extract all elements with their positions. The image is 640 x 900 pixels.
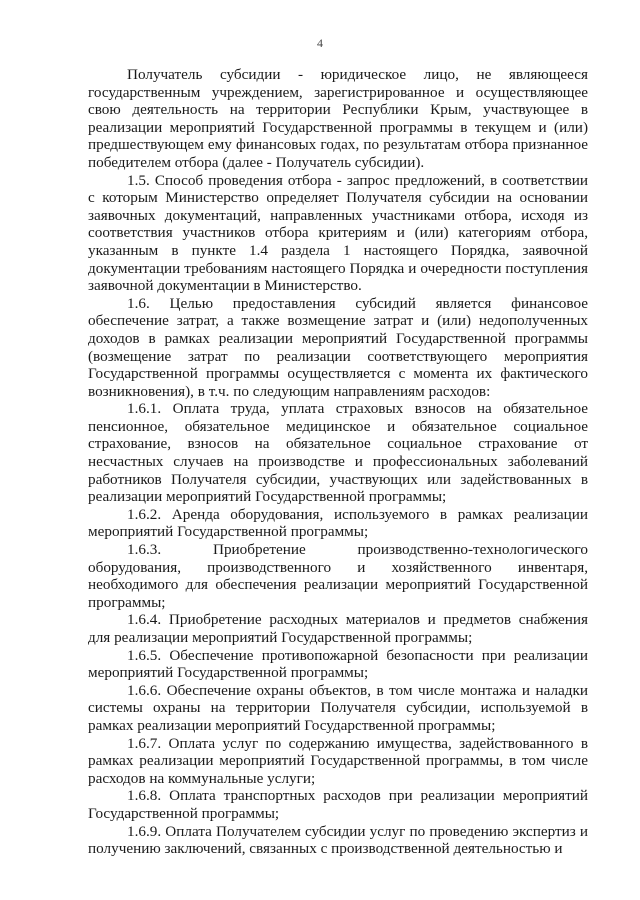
paragraph-recipient-definition: Получатель субсидии - юридическое лицо, не являющееся государственным учреждением, зарегистрированное и осуществляющее свою деятельность на территории Республики Крым, участвующее в реализации мероприятий Государственной программы в текущем и (или) предшествующем ему финансовых годах, по результатам отбора признанное победителем отбора (далее - Получатель субсидии). [88, 66, 588, 171]
document-body [88, 66, 588, 858]
page-number: 4 [317, 36, 323, 50]
paragraph-1-5: 1.5. Способ проведения отбора - запрос предложений, в соответствии с которым Министерство определяет Получателя субсидии на основании заявочных документаций, направленных участниками отбора, исходя из соответствия участников отбора критериям и (или) категориям отбора, указанным в пункте 1.4 раздела 1 настоящего Порядка, заявочной документации требованиям настоящего Порядка и очередности поступления заявочной документации в Министерство. [88, 171, 588, 295]
paragraph-1-6-4: 1.6.4. Приобретение расходных материалов и предметов снабжения для реализации мероприятий Государственной программы; [88, 611, 588, 646]
paragraph-1-6-9: 1.6.9. Оплата Получателем субсидии услуг по проведению экспертиз и получению заключений, связанных с производственной деятельностью и [88, 822, 588, 858]
paragraph-1-6-3: 1.6.3. Приобретение производственно-технологического оборудования, производственного и хозяйственного инвентаря, необходимого для обеспечения реализации мероприятий Государственной программы; [88, 541, 588, 611]
paragraph-1-6-6: 1.6.6. Обеспечение охраны объектов, в том числе монтажа и наладки системы охраны на территории Получателя субсидии, используемой в рамках реализации мероприятий Государственной программы; [88, 681, 588, 734]
paragraph-1-6-2: 1.6.2. Аренда оборудования, используемого в рамках реализации мероприятий Государственной программы; [88, 505, 588, 541]
paragraph-1-6: 1.6. Целью предоставления субсидий является финансовое обеспечение затрат, а также возмещение затрат и (или) недополученных доходов в рамках реализации мероприятий Государственной программы (возмещение затрат по реализации соответствующего мероприятия Государственной программы осуществляется с момента их фактического возникновения), в т.ч. по следующим направлениям расходов: [88, 294, 588, 400]
paragraph-1-6-5: 1.6.5. Обеспечение противопожарной безопасности при реализации мероприятий Государственной программы; [88, 646, 588, 682]
paragraph-1-6-1: 1.6.1. Оплата труда, уплата страховых взносов на обязательное пенсионное, обязательное медицинское и обязательное социальное страхование, взносов на обязательное социальное страхование от несчастных случаев на производстве и профессиональных заболеваний работников Получателя субсидии, участвующих или задействованных в реализации мероприятий Государственной программы; [88, 400, 588, 506]
paragraph-1-6-8: 1.6.8. Оплата транспортных расходов при реализации мероприятий Государственной программы; [88, 787, 588, 822]
paragraph-1-6-7: 1.6.7. Оплата услуг по содержанию имущества, задействованного в рамках реализации мероприятий Государственной программы, в том числе расходов на коммунальные услуги; [88, 734, 588, 787]
